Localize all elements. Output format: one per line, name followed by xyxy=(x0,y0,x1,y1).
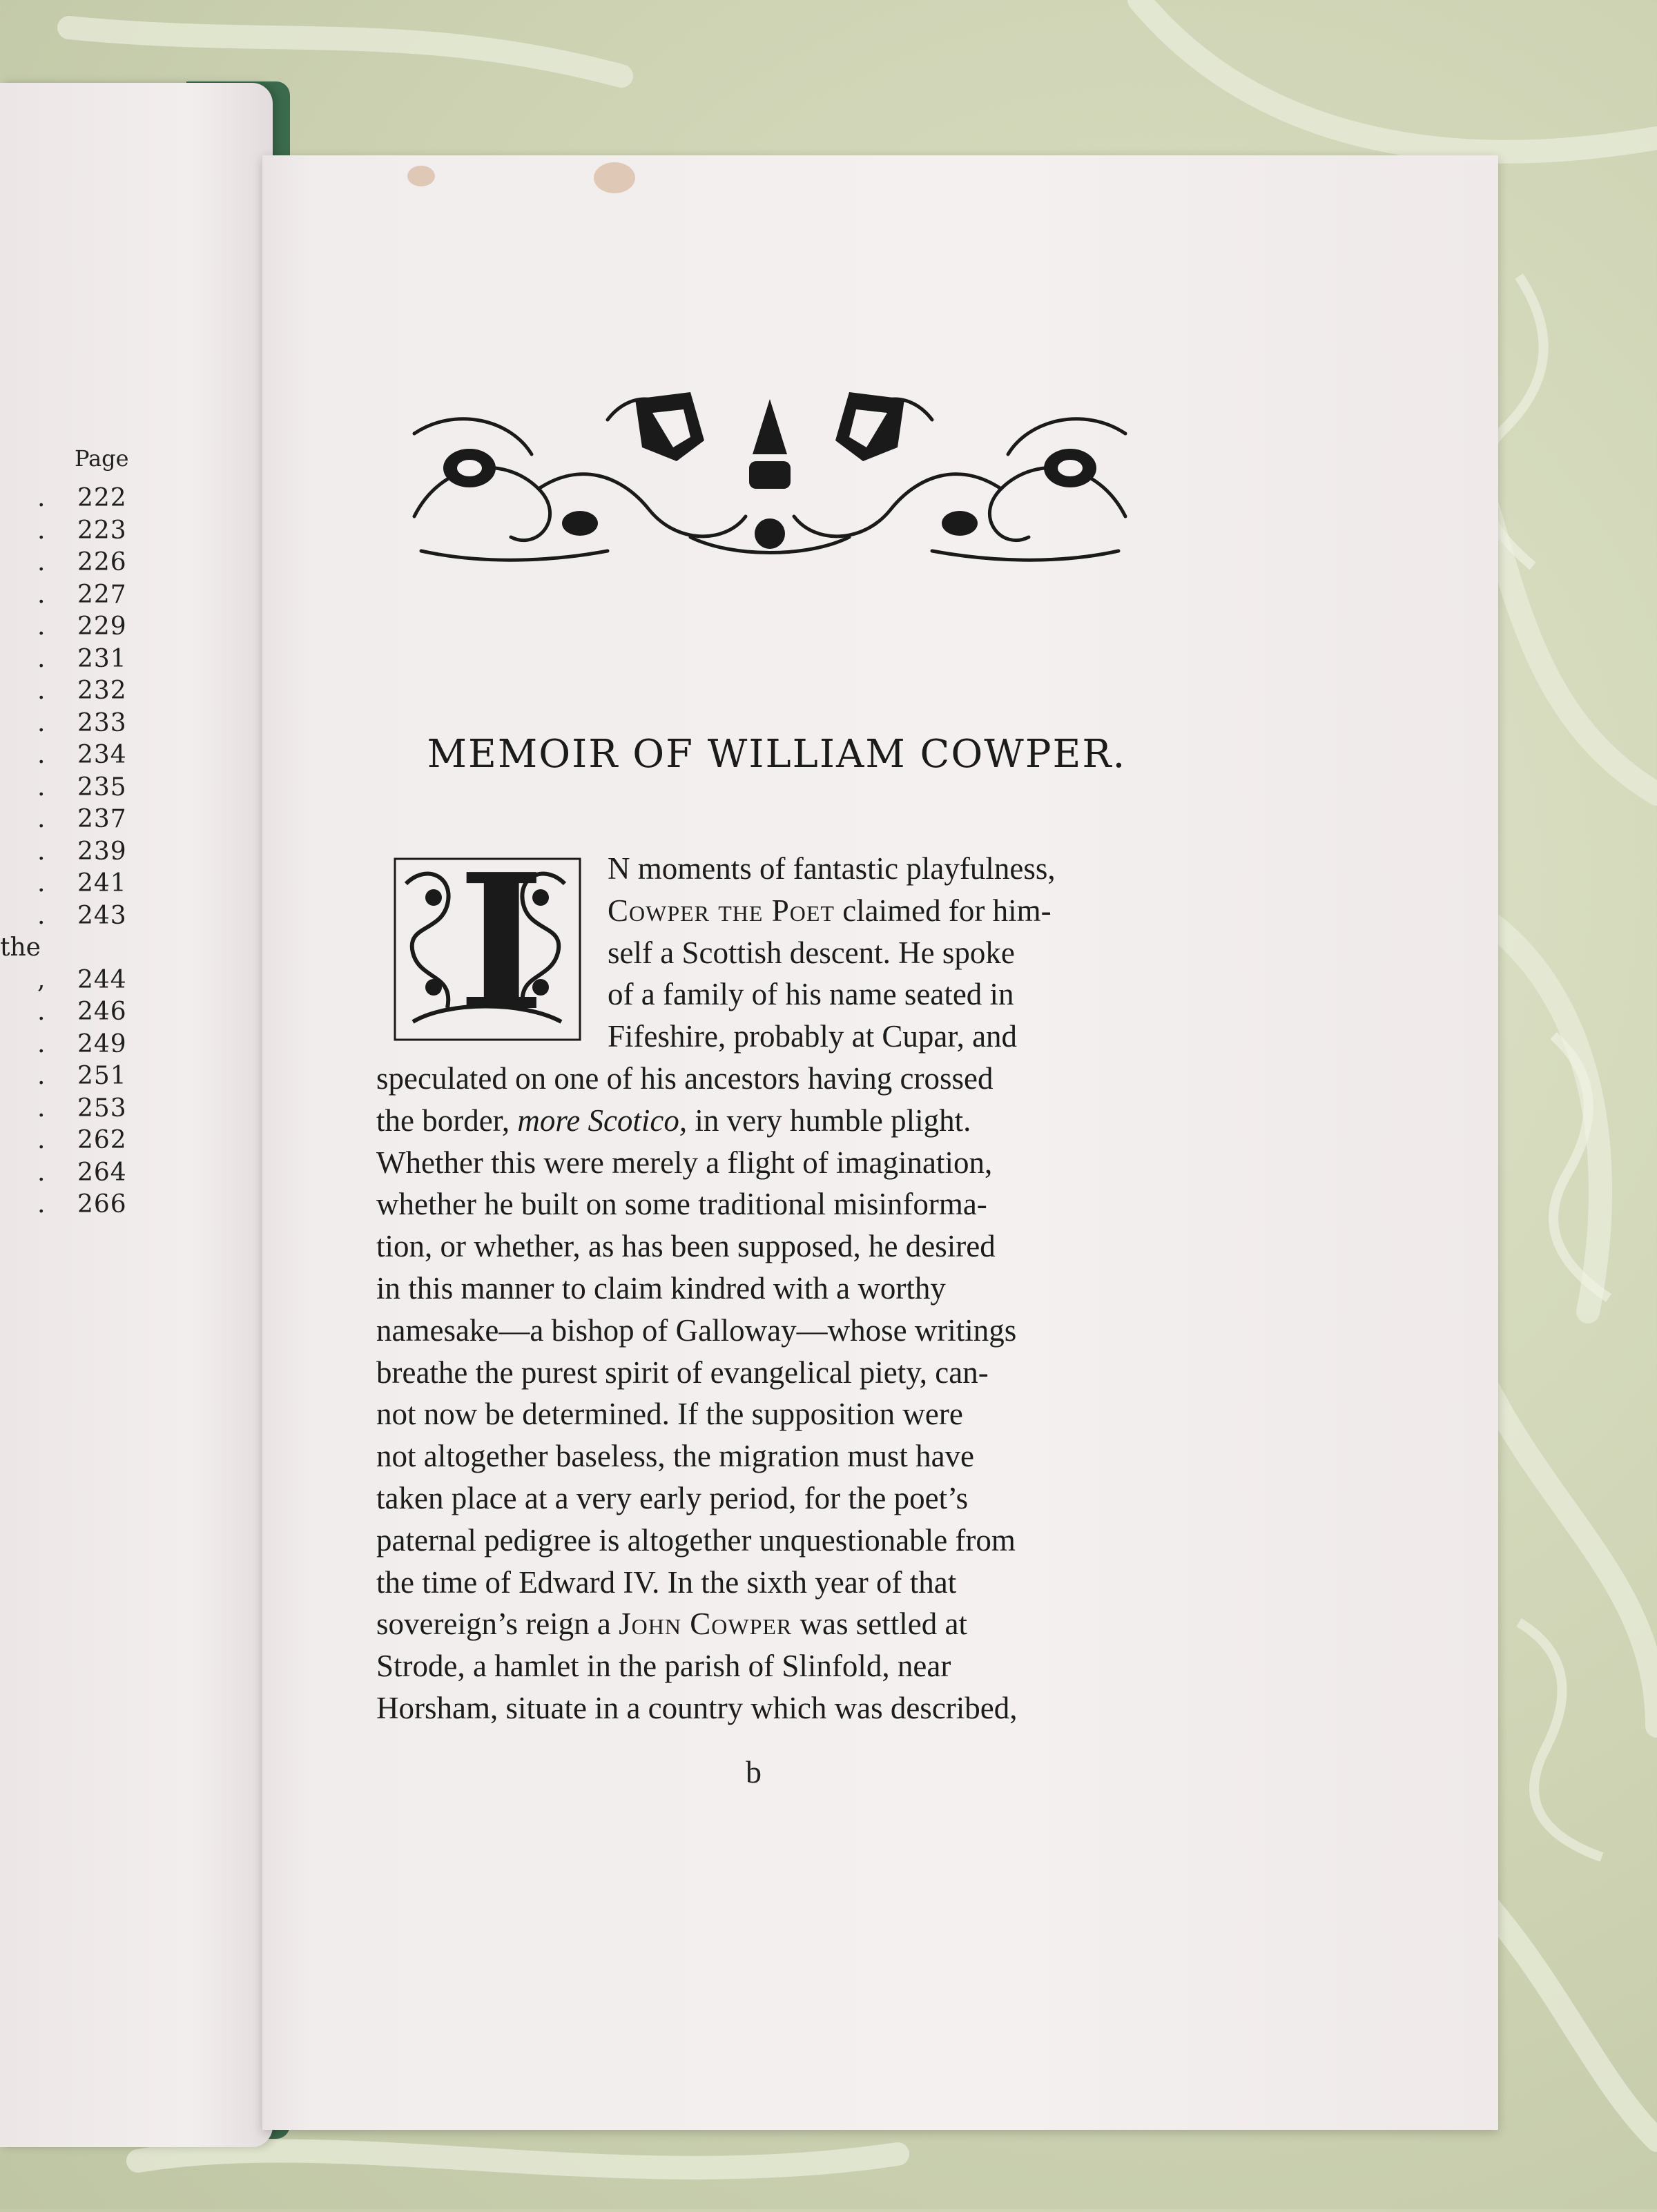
page-number: 233 xyxy=(77,708,127,737)
text-line: Whether this were merely a flight of imagination, xyxy=(376,1145,993,1180)
text-line: the border, more Scotico, in very humble plight. xyxy=(376,1103,971,1138)
toc-row: . 235 xyxy=(37,773,127,802)
text-line: Strode, a hamlet in the parish of Slinfold, near xyxy=(376,1649,951,1684)
text-line: sovereign’s reign a John Cowper was settled at xyxy=(376,1607,967,1642)
page-number: 234 xyxy=(77,741,127,769)
text-line: Fifeshire, probably at Cupar, and xyxy=(608,1019,1018,1054)
text-line: Horsham, situate in a country which was described, xyxy=(376,1690,1018,1725)
toc-row: . 222 xyxy=(37,484,127,512)
paper-stain xyxy=(407,166,435,186)
page-number: 227 xyxy=(77,580,127,609)
page-number: 231 xyxy=(77,644,127,673)
page-number: 226 xyxy=(77,548,127,576)
body-text xyxy=(376,833,1188,1729)
toc-row: . 239 xyxy=(37,837,127,866)
page-number: 251 xyxy=(77,1062,127,1090)
toc-row: . 237 xyxy=(37,805,127,833)
toc-row: . 253 xyxy=(37,1094,127,1123)
page-number: 266 xyxy=(77,1190,127,1219)
text-line: taken place at a very early period, for the poet’s xyxy=(376,1480,969,1515)
toc-row: . 246 xyxy=(37,998,127,1026)
page-number: 262 xyxy=(77,1126,127,1154)
page-title: MEMOIR OF WILLIAM COWPER. xyxy=(427,732,1127,777)
page-number: 249 xyxy=(77,1029,127,1058)
page-number: 244 xyxy=(77,965,127,994)
page-number: 239 xyxy=(77,837,127,866)
toc-row: . 234 xyxy=(37,741,127,769)
toc-row: , 244 xyxy=(37,965,127,994)
text-line: paternal pedigree is altogether unquestionable from xyxy=(376,1522,1016,1558)
text-line: of a family of his name seated in xyxy=(608,977,1014,1012)
page-number: 237 xyxy=(77,805,127,833)
toc-row: . 223 xyxy=(37,516,127,545)
toc-row: . 227 xyxy=(37,580,127,609)
text-line: not altogether baseless, the migration must have xyxy=(376,1439,975,1474)
signature-mark: b xyxy=(746,1754,762,1789)
toc-row: . 231 xyxy=(37,644,127,673)
page-number: 243 xyxy=(77,901,127,930)
toc-header: Page xyxy=(75,445,129,472)
toc-row: . 262 xyxy=(37,1126,127,1154)
toc-row: . 249 xyxy=(37,1029,127,1058)
paper-stain xyxy=(594,162,635,193)
fragment-word: the xyxy=(0,933,41,962)
text-line: self a Scottish descent. He spoke xyxy=(608,935,1015,970)
toc-row: . 243 xyxy=(37,901,127,930)
toc-row: . 241 xyxy=(37,869,127,898)
page-number: 253 xyxy=(77,1094,127,1123)
toc-row: . 266 xyxy=(37,1190,127,1219)
drop-cap-letter: I xyxy=(458,833,545,1052)
text-line: Cowper the Poet claimed for him- xyxy=(608,893,1052,928)
page-number: 235 xyxy=(77,773,127,802)
table-of-contents xyxy=(0,445,145,1219)
toc-row: . 229 xyxy=(37,612,127,641)
toc-row: . 264 xyxy=(37,1158,127,1187)
page-number: 241 xyxy=(77,869,127,898)
toc-row: . 232 xyxy=(37,677,127,705)
text-line: speculated on one of his ancestors having crossed xyxy=(376,1060,994,1096)
text-line: not now be determined. If the supposition were xyxy=(376,1397,963,1432)
toc-row: . 251 xyxy=(37,1062,127,1090)
text-line: breathe the purest spirit of evangelical piety, can- xyxy=(376,1355,989,1390)
toc-row: . 233 xyxy=(37,708,127,737)
text-line: in this manner to claim kindred with a worthy xyxy=(376,1270,946,1306)
toc-row: . 226 xyxy=(37,548,127,576)
page-number: 222 xyxy=(77,484,127,512)
ornamental-headpiece xyxy=(400,378,1139,572)
left-page xyxy=(0,83,273,2147)
page-number: 229 xyxy=(77,612,127,641)
text-line: the time of Edward IV. In the sixth year of that xyxy=(376,1564,957,1600)
page-number: 223 xyxy=(77,516,127,545)
text-line: tion, or whether, as has been supposed, he desired xyxy=(376,1229,996,1264)
page-number: 246 xyxy=(77,998,127,1026)
text-line: namesake—a bishop of Galloway—whose writings xyxy=(376,1312,1017,1348)
toc-fragment-row xyxy=(0,929,145,962)
text-line: whether he built on some traditional misinforma- xyxy=(376,1187,987,1222)
text-line: N moments of fantastic playfulness, xyxy=(608,851,1056,886)
page-number: 232 xyxy=(77,677,127,705)
page-number: 264 xyxy=(77,1158,127,1187)
